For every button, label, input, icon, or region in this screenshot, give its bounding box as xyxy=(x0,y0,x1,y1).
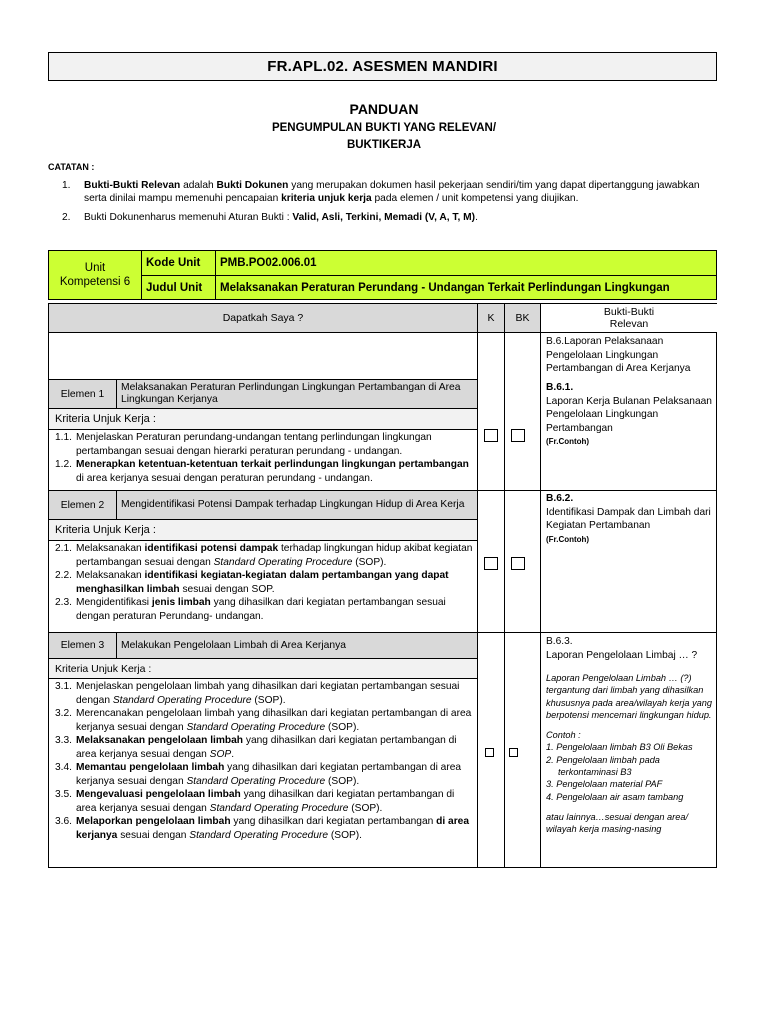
kuk-number: 1.1. xyxy=(55,432,72,443)
kuk-item xyxy=(55,734,473,761)
panduan-heading: PANDUAN xyxy=(349,101,419,117)
checkbox-bk-elemen-1[interactable] xyxy=(511,429,525,442)
kriteria-label-3: Kriteria Unjuk Kerja : xyxy=(49,659,477,678)
kode-unit-value: PMB.PO02.006.01 xyxy=(220,257,317,269)
kuk-item xyxy=(55,707,473,734)
kuk-text: Melaksanakan pengelolaan limbah yang dihasilkan dari kegiatan pertambangan di area kerjanya sesuai dengan SOP. xyxy=(76,735,457,760)
unit-label: Unit Kompetensi 6 xyxy=(59,262,131,288)
unit-kompetensi-box xyxy=(48,250,717,300)
kuk-number: 2.2. xyxy=(55,570,72,581)
checkbox-k-elemen-2[interactable] xyxy=(484,557,498,570)
bukti-italic-note: Laporan Pengelolaan Limbah … (?) tergantung dari limbah yang dihasilkan khususnya pada area/wilayah kerja yang berpotensi mencemari lingkungan hidup. xyxy=(546,673,712,720)
checkbox-k-elemen-1[interactable] xyxy=(484,429,498,442)
kuk-number: 3.4. xyxy=(55,762,72,773)
bukti-code: B.6.1. xyxy=(546,382,574,393)
bukti-elemen-1 xyxy=(546,381,714,449)
contoh-label: Contoh : xyxy=(546,730,581,741)
top-bukti: B.6.Laporan Pelaksanaan Pengelolaan Lingkungan Pertambangan di Area Kerjanya xyxy=(546,336,691,374)
kuk-text: Mengidentifikasi jenis limbah yang dihasilkan dari kegiatan pertambangan sesuai dengan peraturan Perundang- undangan. xyxy=(76,597,446,622)
elemen-2-items xyxy=(55,542,473,623)
kuk-item xyxy=(55,761,473,788)
contoh-item: terkontaminasi B3 xyxy=(558,767,632,778)
bukti-note: (Fr.Contoh) xyxy=(546,534,590,544)
checkbox-bk-elemen-3[interactable] xyxy=(509,748,518,757)
elemen-2-name: Mengidentifikasi Potensi Dampak terhadap Lingkungan Hidup di Area Kerja xyxy=(117,491,477,519)
lainnya-note: atau lainnya…sesuai dengan area/ wilayah kerja masing-nasing xyxy=(546,811,688,835)
panduan-sub1: PENGUMPULAN BUKTI YANG RELEVAN/ xyxy=(271,122,497,134)
kode-unit-label: Kode Unit xyxy=(146,257,201,269)
note-2 xyxy=(62,211,722,224)
elemen-2-label: Elemen 2 xyxy=(49,491,116,519)
kuk-text: Mengevaluasi pengelolaan limbah yang dihasilkan dari kegiatan pertambangan di area kerjanya sesuai dengan Standard Operating Procedure (SOP). xyxy=(76,789,455,814)
kuk-text: Menerapkan ketentuan-ketentuan terkait perlindungan lingkungan pertambangan di area kerjanya sesuai dengan peraturan perundang - undangan. xyxy=(76,459,469,484)
bukti-note: (Fr.Contoh) xyxy=(546,437,590,446)
header-k: K xyxy=(478,304,504,332)
kuk-text: Menjelaskan pengelolaan limbah yang dihasilkan dari kegiatan pertambangan sesuai dengan Standard Operating Procedure (SOP). xyxy=(76,681,460,706)
elemen-3-items xyxy=(55,680,473,842)
note-1 xyxy=(62,179,722,205)
kuk-text: Melaksanakan identifikasi kegiatan-kegiatan dalam pertambangan yang dapat menghasilkan limbah sesuai dengan SOP. xyxy=(76,570,449,595)
checkbox-bk-elemen-2[interactable] xyxy=(511,557,525,570)
elemen-1-items xyxy=(55,431,473,485)
kuk-text: Merencanakan pengelolaan limbah yang dihasilkan dari kegiatan pertambangan di area kerjanya sesuai dengan Standard Operating Procedure (SOP). xyxy=(76,708,472,733)
judul-unit-value: Melaksanakan Peraturan Perundang - Undangan Terkait Perlindungan Lingkungan xyxy=(220,282,670,294)
bukti-code: B.6.3. xyxy=(546,636,573,647)
judul-unit-label: Judul Unit xyxy=(146,282,203,294)
bukti-code: B.6.2. xyxy=(546,493,574,504)
kuk-item xyxy=(55,458,473,485)
panduan-sub2: BUKTIKERJA xyxy=(346,139,422,151)
kuk-item xyxy=(55,431,473,458)
kuk-number: 3.1. xyxy=(55,681,72,692)
header-bk: BK xyxy=(505,304,540,332)
elemen-1-name: Melaksanakan Peraturan Perlindungan Lingkungan Pertambangan di Area Lingkungan Kerjanya xyxy=(117,380,477,408)
header-bukti: Bukti-Bukti Relevan xyxy=(541,304,717,332)
bukti-elemen-2 xyxy=(546,492,714,546)
kuk-text: Memantau pengelolaan limbah yang dihasilkan dari kegiatan pertambangan di area kerjanya sesuai dengan Standard Operating Procedure (SOP). xyxy=(76,762,462,787)
kuk-number: 3.3. xyxy=(55,735,72,746)
kuk-number: 3.5. xyxy=(55,789,72,800)
header-dapatkah: Dapatkah Saya ? xyxy=(49,304,477,332)
kuk-item xyxy=(55,680,473,707)
note-number: 1. xyxy=(62,180,71,191)
kriteria-label-2: Kriteria Unjuk Kerja : xyxy=(49,520,477,540)
catatan-notes xyxy=(62,179,722,228)
contoh-item: 3. Pengelolaan material PAF xyxy=(546,779,663,790)
note-text: Bukti Dokunenharus memenuhi Aturan Bukti : Valid, Asli, Terkini, Memadi (V, A, T, M). xyxy=(84,212,478,223)
kuk-number: 3.2. xyxy=(55,708,72,719)
bukti-elemen-3 xyxy=(546,635,714,836)
contoh-item: 1. Pengelolaan limbah B3 Oli Bekas xyxy=(546,742,693,753)
form-title-text: FR.APL.02. ASESMEN MANDIRI xyxy=(267,58,498,75)
note-number: 2. xyxy=(62,212,71,223)
form-title xyxy=(48,52,717,81)
bukti-text: Laporan Kerja Bulanan Pelaksanaan Pengelolaan Lingkungan Pertambangan xyxy=(546,395,712,434)
catatan-label: CATATAN : xyxy=(48,162,95,172)
elemen-3-name: Melakukan Pengelolaan Limbah di Area Kerjanya xyxy=(117,633,477,658)
kuk-number: 2.1. xyxy=(55,543,72,554)
elemen-1-label: Elemen 1 xyxy=(49,380,116,408)
kuk-item xyxy=(55,569,473,596)
kuk-item xyxy=(55,788,473,815)
kuk-number: 1.2. xyxy=(55,459,72,470)
elemen-3-label: Elemen 3 xyxy=(49,633,116,658)
bukti-text: Laporan Pengelolaan Limbaj … ? xyxy=(546,649,698,661)
kuk-text: Menjelaskan Peraturan perundang-undangan tentang perlindungan lingkungan pertambangan sesuai dengan hierarki peraturan perundang - undangan. xyxy=(76,432,432,457)
contoh-item: 2. Pengelolaan limbah pada xyxy=(546,754,660,765)
bukti-text: Identifikasi Dampak dan Limbah dari Kegiatan Pertambanan xyxy=(546,506,711,531)
assessment-table xyxy=(48,303,717,868)
kuk-number: 2.3. xyxy=(55,597,72,608)
note-text: Bukti-Bukti Relevan adalah Bukti Dokunen yang merupakan dokumen hasil pekerjaan sendiri/tim yang dapat dipertanggung jawabkan serta dinilai mampu memenuhi pencapaian kriteria unjuk kerja pada elemen / unit kompetensi yang diujikan. xyxy=(84,180,700,204)
kuk-text: Melaporkan pengelolaan limbah yang dihasilkan dari kegiatan pertambangan di area kerjanya sesuai dengan Standard Operating Procedure (SOP). xyxy=(76,816,469,841)
contoh-item: 4. Pengelolaan air asam tambang xyxy=(546,791,684,802)
kriteria-label-1: Kriteria Unjuk Kerja : xyxy=(49,409,477,429)
kuk-item xyxy=(55,596,473,623)
kuk-text: Melaksanakan identifikasi potensi dampak terhadap lingkungan hidup akibat kegiatan pertambangan sesuai dengan Standard Operating Procedure (SOP). xyxy=(76,543,473,568)
kuk-number: 3.6. xyxy=(55,816,72,827)
checkbox-k-elemen-3[interactable] xyxy=(485,748,494,757)
kuk-item xyxy=(55,542,473,569)
kuk-item xyxy=(55,815,473,842)
